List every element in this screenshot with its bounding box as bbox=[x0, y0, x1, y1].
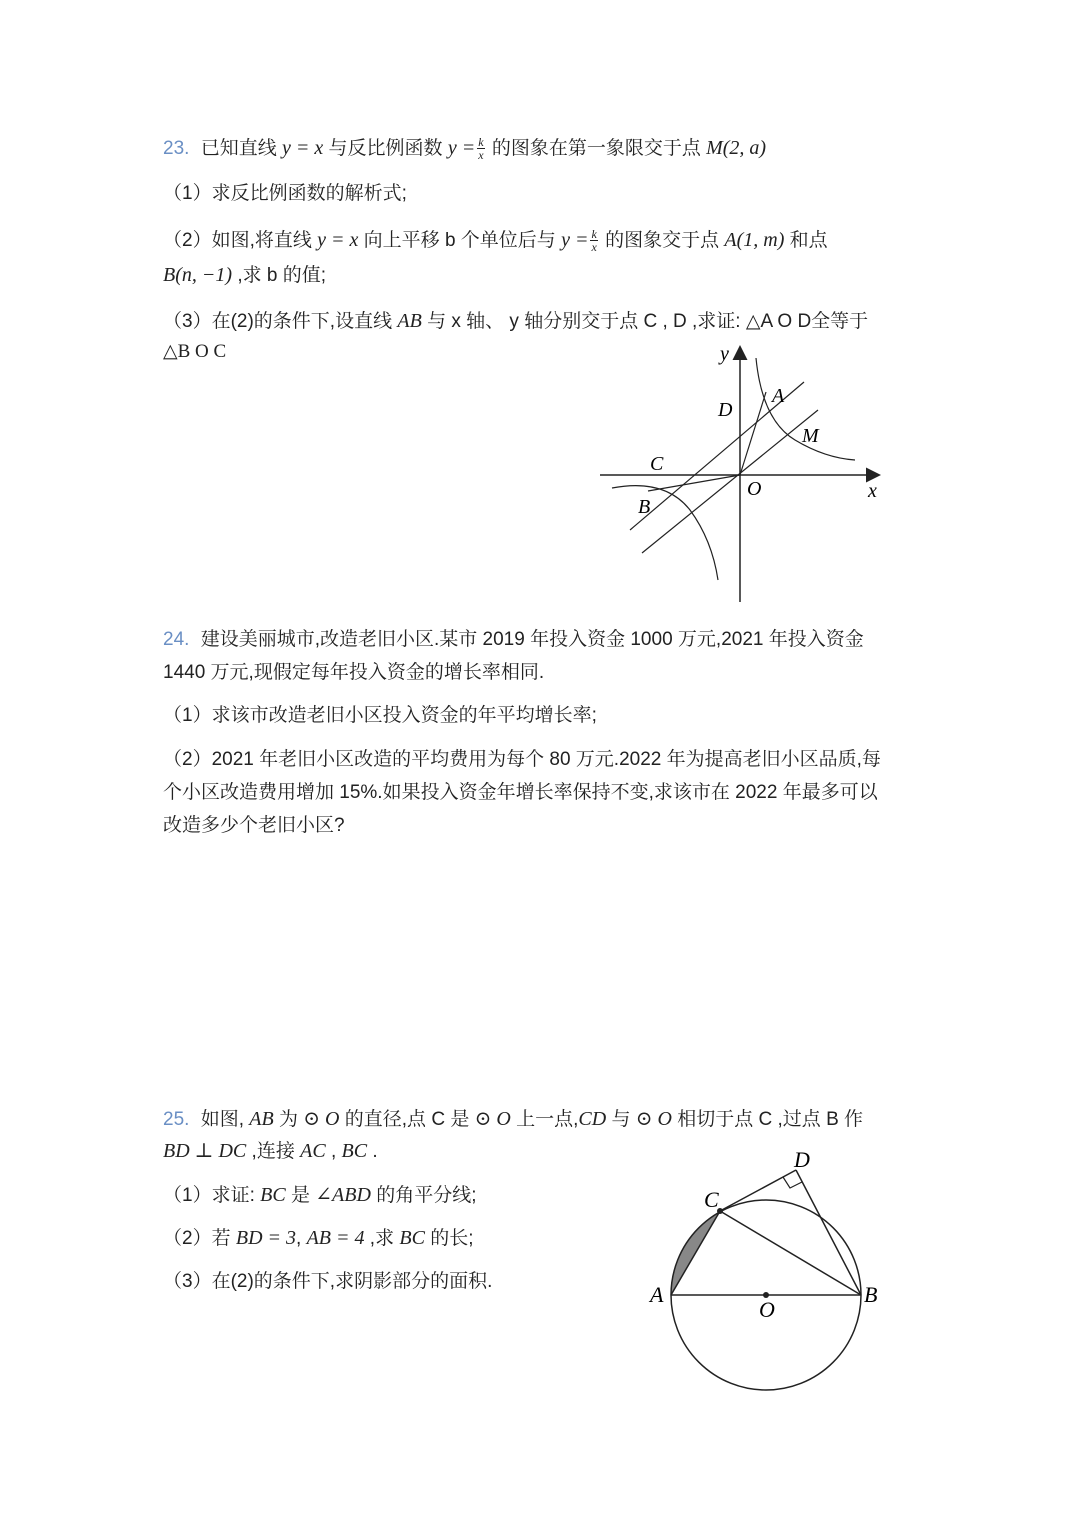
label-x: x bbox=[868, 480, 877, 502]
text: ,求 bbox=[369, 1228, 395, 1249]
q24-part2-line3: 改造多少个老旧小区? bbox=[163, 815, 345, 836]
segment-label: BC bbox=[260, 1184, 286, 1206]
point-label: A(1, m) bbox=[724, 229, 785, 251]
text: , bbox=[296, 1228, 302, 1249]
fraction-denominator: x bbox=[478, 148, 484, 163]
equation: y = x bbox=[282, 137, 324, 159]
label-b: B bbox=[864, 1282, 878, 1307]
text: ,连接 bbox=[251, 1141, 295, 1162]
label-b: B bbox=[638, 496, 651, 518]
q24-part2-line2: 个小区改造费用增加 15%.如果投入资金年增长率保持不变,求该市在 2022 年最多可以 bbox=[163, 782, 878, 803]
label-m: M bbox=[802, 425, 819, 447]
q23-part2-line2 bbox=[163, 261, 326, 290]
equation: BD ⊥ DC bbox=[163, 1140, 247, 1162]
q23-number: 23. bbox=[163, 138, 190, 159]
q25-stem-line2 bbox=[163, 1137, 378, 1166]
label-c: C bbox=[650, 453, 664, 475]
label-c: C bbox=[704, 1187, 719, 1212]
segment-label: BC bbox=[399, 1227, 425, 1249]
text: . bbox=[372, 1141, 378, 1162]
q24-stem-line2: 1440 万元,现假定每年投入资金的增长率相同. bbox=[163, 662, 545, 683]
q25-stem-line1 bbox=[163, 1105, 863, 1134]
text: 的图象在第一象限交于点 bbox=[491, 138, 701, 159]
segment-label: AB bbox=[397, 310, 422, 332]
q24-number: 24. bbox=[163, 629, 190, 650]
text: 为 bbox=[278, 1109, 298, 1130]
fraction bbox=[590, 228, 597, 253]
q25-part3: （3）在(2)的条件下,求阴影部分的面积. bbox=[163, 1271, 493, 1292]
q24-part1: （1）求该市改造老旧小区投入资金的年平均增长率; bbox=[163, 705, 597, 726]
label-o: O bbox=[747, 478, 762, 500]
text: （3）在(2)的条件下,设直线 bbox=[163, 311, 393, 332]
text: 相切于点 C ,过点 B 作 bbox=[677, 1109, 864, 1130]
segment-label: CD bbox=[578, 1108, 607, 1130]
line-y-equals-x bbox=[642, 410, 818, 553]
segment-ob bbox=[648, 475, 740, 491]
chord-ac bbox=[671, 1211, 720, 1295]
label-d: D bbox=[794, 1147, 810, 1172]
text: （1）求证: bbox=[163, 1185, 255, 1206]
tangent-cd bbox=[720, 1170, 796, 1211]
fraction bbox=[477, 136, 484, 161]
right-angle-mark bbox=[783, 1177, 802, 1188]
text: 与 bbox=[611, 1109, 631, 1130]
label-a: A bbox=[650, 1282, 664, 1307]
q25-part1 bbox=[163, 1181, 476, 1210]
q25-number: 25. bbox=[163, 1109, 190, 1130]
point-label: B(n, −1) bbox=[163, 264, 233, 286]
segment-label: AC bbox=[300, 1140, 326, 1162]
fraction-numerator: k bbox=[478, 135, 484, 150]
text: 建设美丽城市,改造老旧小区.某市 2019 年投入资金 1000 万元,2021 年投入资金 bbox=[200, 629, 864, 650]
circle-label: ⊙ O bbox=[303, 1108, 340, 1130]
circle-label: ⊙ O bbox=[635, 1108, 672, 1130]
point-label: M(2, a) bbox=[706, 137, 767, 159]
label-o: O bbox=[759, 1297, 775, 1322]
text: 上一点, bbox=[516, 1109, 579, 1130]
text: ,求 b 的值; bbox=[237, 265, 327, 286]
segment-label: AB bbox=[249, 1108, 274, 1130]
text: 的长; bbox=[430, 1228, 474, 1249]
fraction-denominator: x bbox=[591, 240, 597, 255]
q24-part2-line1: （2）2021 年老旧小区改造的平均费用为每个 80 万元.2022 年为提高老旧小区品质,每 bbox=[163, 749, 881, 770]
text: 的直径,点 C 是 bbox=[344, 1109, 470, 1130]
text: 与反比例函数 bbox=[328, 138, 443, 159]
circle-label: ⊙ O bbox=[474, 1108, 511, 1130]
text: 的角平分线; bbox=[376, 1185, 477, 1206]
q25-part2 bbox=[163, 1224, 473, 1253]
label-a: A bbox=[772, 385, 785, 407]
fraction-numerator: k bbox=[591, 227, 597, 242]
q23-figure bbox=[590, 340, 890, 605]
text: 向上平移 b 个单位后与 bbox=[363, 230, 556, 251]
text: （2）如图,将直线 bbox=[163, 230, 312, 251]
equation: y = x bbox=[317, 229, 359, 251]
text: 是 bbox=[290, 1185, 310, 1206]
text: 与 x 轴、 y 轴分别交于点 C , D ,求证: △A O D全等于 bbox=[427, 311, 869, 332]
equation: AB = 4 bbox=[306, 1227, 365, 1249]
q23-stem bbox=[163, 134, 766, 163]
text: （2）若 bbox=[163, 1228, 231, 1249]
q24-stem-line1 bbox=[163, 626, 864, 654]
text: 如图, bbox=[200, 1109, 244, 1130]
equation: y = bbox=[447, 137, 476, 159]
q23-part1: （1）求反比例函数的解析式; bbox=[163, 183, 407, 204]
q25-figure bbox=[640, 1145, 890, 1395]
q23-part3-line2: △B O C bbox=[163, 341, 227, 362]
angle-label: ∠ABD bbox=[315, 1184, 371, 1206]
text: 已知直线 bbox=[200, 138, 277, 159]
label-y: y bbox=[720, 343, 729, 365]
q23-part3-line1 bbox=[163, 307, 868, 336]
text: , bbox=[330, 1141, 337, 1162]
label-d: D bbox=[718, 399, 733, 421]
text: 和点 bbox=[789, 230, 828, 251]
segment-label: BC bbox=[341, 1140, 368, 1162]
equation: BD = 3 bbox=[235, 1227, 297, 1249]
q23-part2-line1 bbox=[163, 226, 828, 255]
equation: y = bbox=[561, 229, 589, 251]
text: 的图象交于点 bbox=[605, 230, 720, 251]
